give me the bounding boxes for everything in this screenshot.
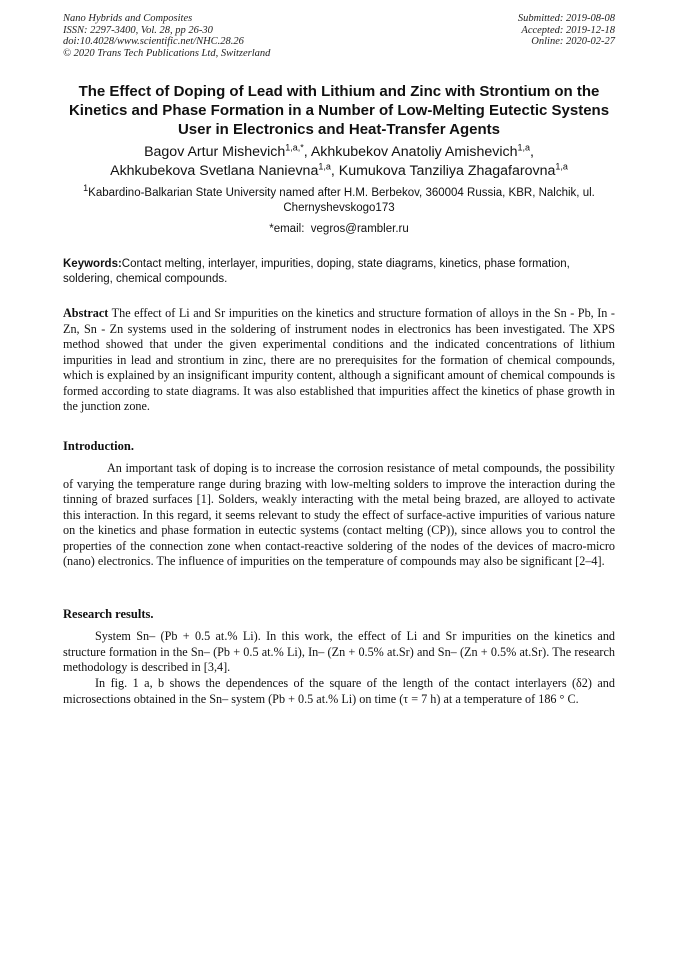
journal-header-left bbox=[63, 13, 270, 59]
introduction-heading: Introduction. bbox=[63, 439, 134, 453]
journal-copyright: © 2020 Trans Tech Publications Ltd, Switzerland bbox=[63, 47, 271, 59]
paper-title: The Effect of Doping of Lead with Lithium and Zinc with Strontium on the Kinetics and Phase Formation in a Number of Low-Melting Eutectic Systens User in Electronics and Heat-Transfer Agents bbox=[68, 83, 610, 138]
journal-name: Nano Hybrids and Composites bbox=[63, 13, 193, 24]
affiliation bbox=[55, 183, 623, 216]
keywords-text: Contact melting, interlayer, impurities, doping, state diagrams, kinetics, phase formation, soldering, chemical compounds. bbox=[63, 258, 570, 285]
author-separator: , bbox=[529, 144, 534, 160]
journal-header-right bbox=[518, 13, 615, 48]
author-separator: , bbox=[330, 163, 339, 179]
results-heading: Research results. bbox=[63, 607, 154, 621]
abstract-label: Abstract bbox=[63, 306, 109, 320]
introduction-paragraph: An important task of doping is to increase the corrosion resistance of metal compounds, the possibility of varying the temperature range during brazing with low-melting solders to improve the interaction during the tinning of brazed surfaces [1]. Solders, weakly interacting with the metal being brazed, are alloyed to activate this interaction. In this regard, it seems relevant to study the effect of surface-active impurities of various nature on the kinetics and phase formation in eutectic systems (contact melting (CP)), since allows you to control the properties of the connection zone when contact-reactive soldering of the nodes of the devices of macro-micro (nano) electronics. The influence of impurities on the temperature of compounds may also be significant [2–4]. bbox=[63, 461, 615, 568]
author-affil-marker: 1,a bbox=[318, 161, 331, 172]
accepted-date: Accepted: 2019-12-18 bbox=[521, 24, 615, 36]
author bbox=[110, 163, 339, 179]
author-affil-marker: 1,a,* bbox=[285, 142, 304, 153]
author-list bbox=[45, 143, 633, 181]
results-paragraph-1: System Sn– (Pb + 0.5 at.% Li). In this work, the effect of Li and Sr impurities on the kinetics and structure formation in the Sn– (Pb + 0.5 at.% Li), In– (Zn + 0.5% at.Sr) and Sn– (Zn + 0.5% at.Sr). The research methodology is described in [3,4]. bbox=[63, 629, 615, 674]
author-affil-marker: 1,a bbox=[555, 161, 568, 172]
abstract bbox=[63, 306, 615, 415]
contact-email bbox=[55, 222, 623, 237]
author-affil-marker: 1,a bbox=[517, 142, 530, 153]
author bbox=[311, 144, 534, 160]
author-separator: , bbox=[303, 144, 311, 160]
email-label: *email: bbox=[269, 223, 305, 235]
author-name: Kumukova Tanziliya Zhagafarovna bbox=[338, 163, 556, 179]
affiliation-marker: 1 bbox=[83, 183, 89, 194]
journal-issn: ISSN: 2297-3400, Vol. 28, pp 26-30 bbox=[63, 24, 213, 36]
author bbox=[339, 163, 568, 179]
keywords bbox=[63, 257, 615, 287]
online-date: Online: 2020-02-27 bbox=[531, 36, 615, 47]
submitted-date: Submitted: 2019-08-08 bbox=[517, 13, 615, 24]
author-name: Akhkubekov Anatoliy Amishevich bbox=[310, 144, 518, 160]
author bbox=[144, 144, 311, 160]
author-name: Bagov Artur Mishevich bbox=[144, 144, 286, 160]
affiliation-text: Kabardino-Balkarian State University named after H.M. Berbekov, 360004 Russia, KBR, Nalchik, ul. Chernyshevskogo173 bbox=[88, 187, 595, 214]
results-paragraph-2: In fig. 1 a, b shows the dependences of the square of the length of the contact interlayers (δ2) and microsections obtained in the Sn– system (Pb + 0.5 at.% Li) on time (τ = 7 h) at a temperature of 186 ° C. bbox=[63, 676, 615, 706]
keywords-label: Keywords: bbox=[63, 258, 122, 270]
author-name: Akhkubekova Svetlana Nanievna bbox=[110, 163, 319, 179]
email-address[interactable]: vegros@rambler.ru bbox=[310, 223, 409, 235]
abstract-text: The effect of Li and Sr impurities on the kinetics and structure formation of alloys in the Sn - Pb, In - Zn, Sn - Zn systems used in the soldering of instrument nodes in electronics has been investigated. The XPS method showed that under the given experimental conditions and the indicated concentrations of lithium impurities in lead and strontium in zinc, there are no prerequisites for the formation of chemical compounds, which is explained by an insignificant impurity content, although a significant amount of chemical compounds is formed according to state diagrams. It was also established that impurities affect the kinetics of phase growth in the junction zone. bbox=[63, 306, 615, 413]
journal-doi: doi:10.4028/www.scientific.net/NHC.28.26 bbox=[63, 36, 244, 47]
